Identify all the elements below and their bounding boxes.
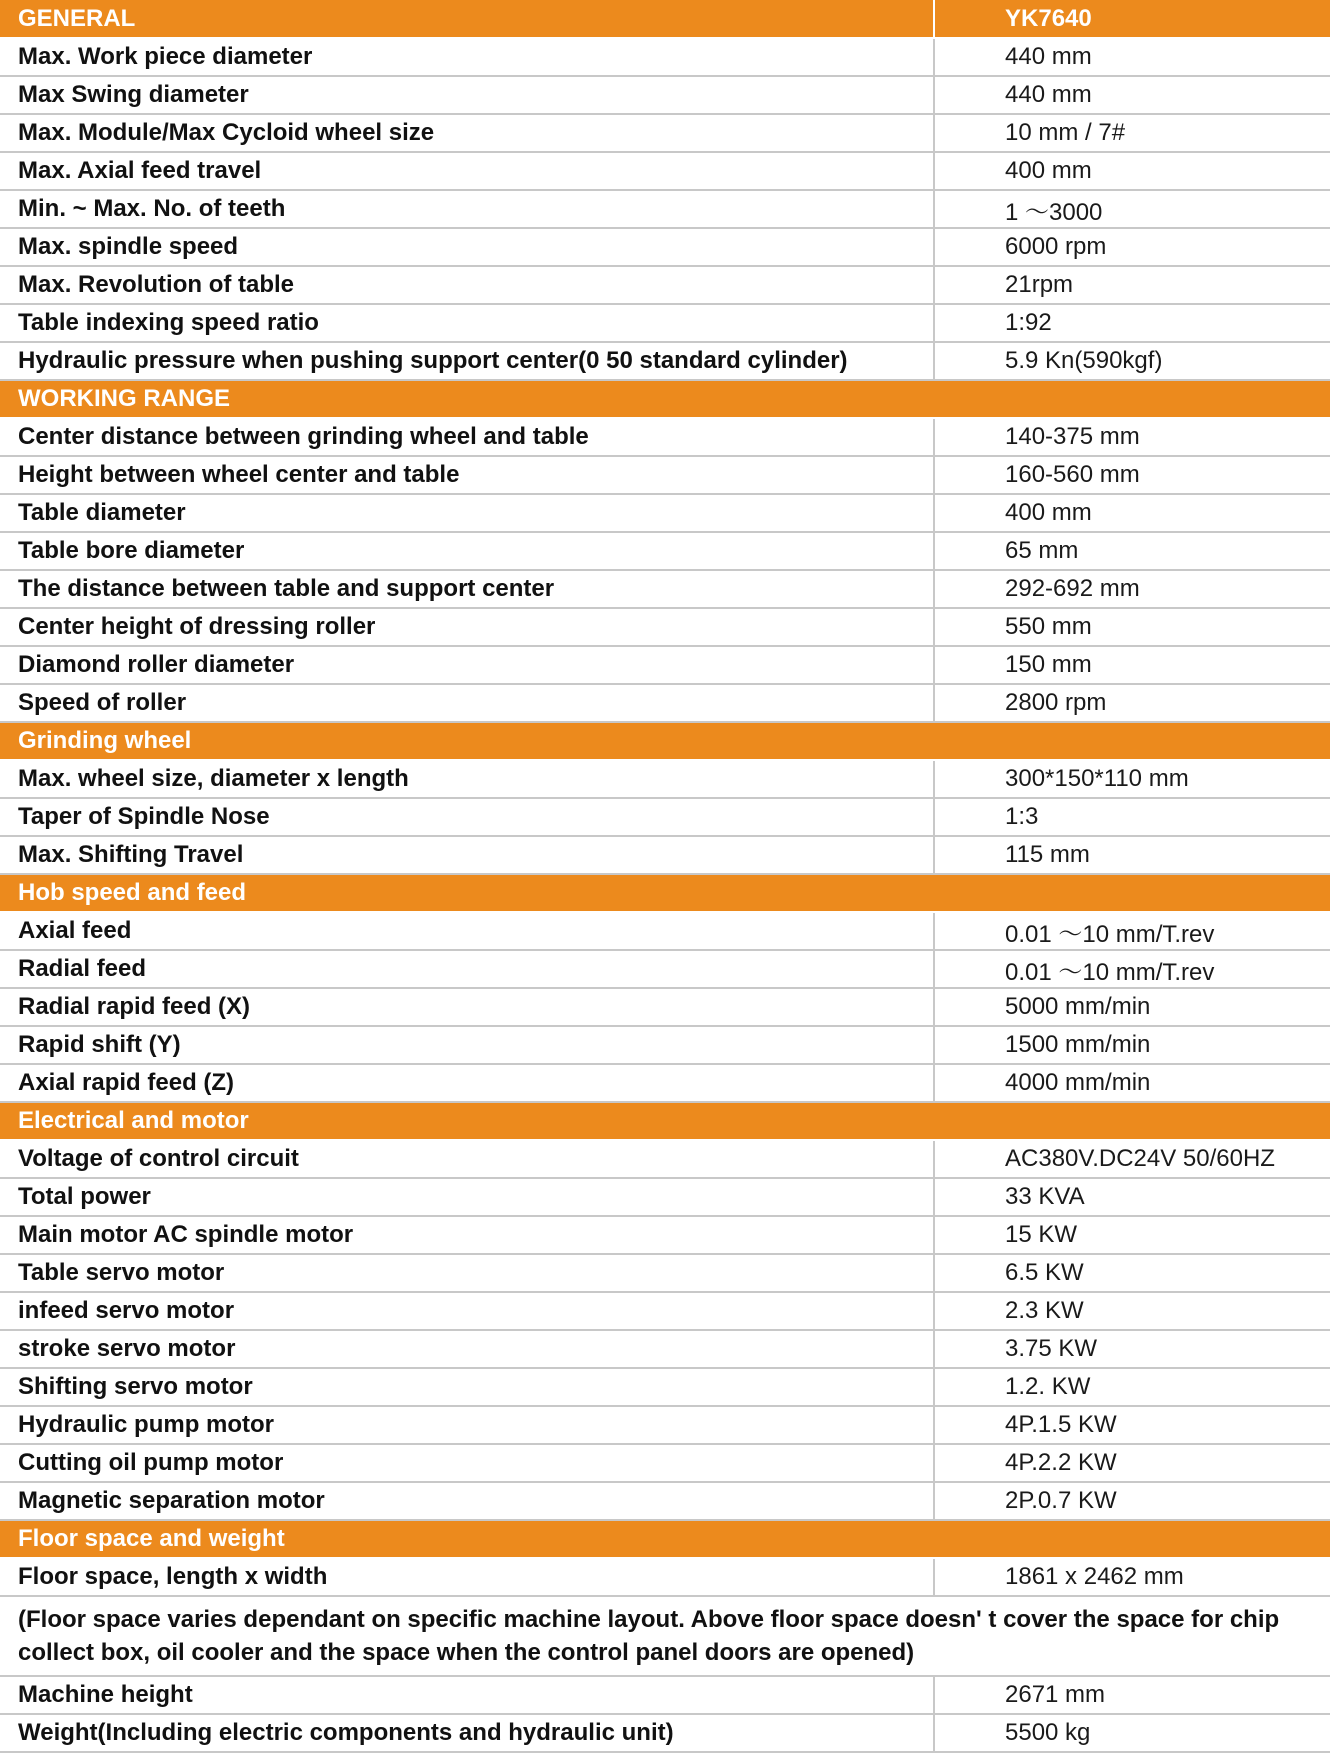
spec-value: 5000 mm/min [934, 988, 1330, 1026]
spec-label: Weight(Including electric components and hydraulic unit) [0, 1714, 934, 1752]
table-row [0, 684, 1330, 722]
spec-label: Main motor AC spindle motor [0, 1216, 934, 1254]
spec-label: Max. Module/Max Cycloid wheel size [0, 114, 934, 152]
spec-label: Hydraulic pump motor [0, 1406, 934, 1444]
section-title: Floor space and weight [0, 1520, 1330, 1558]
table-row [0, 988, 1330, 1026]
table-row [0, 912, 1330, 950]
section-floor-header [0, 1520, 1330, 1558]
spec-label: Hydraulic pressure when pushing support center(0 50 standard cylinder) [0, 342, 934, 380]
spec-value: 160-560 mm [934, 456, 1330, 494]
table-row [0, 1676, 1330, 1714]
spec-value: 4P.1.5 KW [934, 1406, 1330, 1444]
section-title: Grinding wheel [0, 722, 1330, 760]
section-grinding-wheel-header [0, 722, 1330, 760]
spec-value: 400 mm [934, 494, 1330, 532]
spec-value: 1500 mm/min [934, 1026, 1330, 1064]
spec-value: 21rpm [934, 266, 1330, 304]
spec-value: 5.9 Kn(590kgf) [934, 342, 1330, 380]
table-row [0, 1254, 1330, 1292]
spec-value: 1.2. KW [934, 1368, 1330, 1406]
table-row [0, 1140, 1330, 1178]
table-row [0, 1714, 1330, 1752]
spec-value: 2P.0.7 KW [934, 1482, 1330, 1520]
spec-label: Max. Axial feed travel [0, 152, 934, 190]
spec-label: Max. wheel size, diameter x length [0, 760, 934, 798]
spec-label: Table bore diameter [0, 532, 934, 570]
table-row [0, 152, 1330, 190]
spec-label: Max. Shifting Travel [0, 836, 934, 874]
table-row [0, 342, 1330, 380]
spec-label: Axial rapid feed (Z) [0, 1064, 934, 1102]
spec-label: Floor space, length x width [0, 1558, 934, 1596]
table-row [0, 608, 1330, 646]
spec-value: 0.01 ～10 mm/T.rev [934, 950, 1330, 988]
floor-space-note: (Floor space varies dependant on specific machine layout. Above floor space doesn' t cover the space for chip collect box, oil cooler and the space when the control panel doors are opened) [0, 1596, 1330, 1676]
spec-value: 1861 x 2462 mm [934, 1558, 1330, 1596]
section-working-range-header [0, 380, 1330, 418]
spec-label: Center distance between grinding wheel and table [0, 418, 934, 456]
table-row [0, 836, 1330, 874]
spec-value: 2671 mm [934, 1676, 1330, 1714]
table-row [0, 456, 1330, 494]
section-title: Electrical and motor [0, 1102, 1330, 1140]
table-row [0, 190, 1330, 228]
spec-value: 1:92 [934, 304, 1330, 342]
spec-label: Shifting servo motor [0, 1368, 934, 1406]
section-electrical-header [0, 1102, 1330, 1140]
table-row [0, 228, 1330, 266]
table-row [0, 1216, 1330, 1254]
table-row [0, 418, 1330, 456]
spec-label: Max. spindle speed [0, 228, 934, 266]
spec-value: 3.75 KW [934, 1330, 1330, 1368]
section-hob-speed-header [0, 874, 1330, 912]
spec-value: 1 ～3000 [934, 190, 1330, 228]
table-row [0, 114, 1330, 152]
spec-value: 140-375 mm [934, 418, 1330, 456]
spec-label: infeed servo motor [0, 1292, 934, 1330]
spec-label: stroke servo motor [0, 1330, 934, 1368]
spec-value: 292-692 mm [934, 570, 1330, 608]
spec-label: Table indexing speed ratio [0, 304, 934, 342]
table-row [0, 1444, 1330, 1482]
spec-value: 440 mm [934, 38, 1330, 76]
table-row [0, 1330, 1330, 1368]
spec-value: 10 mm / 7# [934, 114, 1330, 152]
spec-value: 4P.2.2 KW [934, 1444, 1330, 1482]
table-row [0, 266, 1330, 304]
table-row [0, 1026, 1330, 1064]
spec-value: 400 mm [934, 152, 1330, 190]
spec-label: Table servo motor [0, 1254, 934, 1292]
spec-value: 1:3 [934, 798, 1330, 836]
spec-label: Max. Work piece diameter [0, 38, 934, 76]
section-title: Hob speed and feed [0, 874, 1330, 912]
table-row [0, 304, 1330, 342]
table-row [0, 494, 1330, 532]
spec-label: The distance between table and support center [0, 570, 934, 608]
spec-label: Voltage of control circuit [0, 1140, 934, 1178]
table-row [0, 1558, 1330, 1596]
spec-value: 300*150*110 mm [934, 760, 1330, 798]
spec-value: 15 KW [934, 1216, 1330, 1254]
spec-value: 440 mm [934, 76, 1330, 114]
spec-label: Height between wheel center and table [0, 456, 934, 494]
spec-label: Max. Revolution of table [0, 266, 934, 304]
spec-label: Taper of Spindle Nose [0, 798, 934, 836]
spec-label: Center height of dressing roller [0, 608, 934, 646]
table-row [0, 1482, 1330, 1520]
floor-space-note-row [0, 1596, 1330, 1676]
spec-label: Speed of roller [0, 684, 934, 722]
spec-label: Radial rapid feed (X) [0, 988, 934, 1026]
spec-value: 2800 rpm [934, 684, 1330, 722]
spec-value: 2.3 KW [934, 1292, 1330, 1330]
spec-value: 4000 mm/min [934, 1064, 1330, 1102]
spec-value: 6.5 KW [934, 1254, 1330, 1292]
spec-label: Cutting oil pump motor [0, 1444, 934, 1482]
table-row [0, 1178, 1330, 1216]
spec-value: 5500 kg [934, 1714, 1330, 1752]
spec-value: 0.01 ～10 mm/T.rev [934, 912, 1330, 950]
spec-value: 65 mm [934, 532, 1330, 570]
spec-label: Diamond roller diameter [0, 646, 934, 684]
spec-value: 33 KVA [934, 1178, 1330, 1216]
spec-label: Radial feed [0, 950, 934, 988]
table-row [0, 798, 1330, 836]
spec-label: Axial feed [0, 912, 934, 950]
table-row [0, 76, 1330, 114]
spec-label: Table diameter [0, 494, 934, 532]
spec-label: Machine height [0, 1676, 934, 1714]
table-row [0, 38, 1330, 76]
spec-value: AC380V.DC24V 50/60HZ [934, 1140, 1330, 1178]
table-row [0, 1406, 1330, 1444]
spec-label: Min. ~ Max. No. of teeth [0, 190, 934, 228]
spec-value: 150 mm [934, 646, 1330, 684]
spec-label: Magnetic separation motor [0, 1482, 934, 1520]
spec-label: Total power [0, 1178, 934, 1216]
spec-label: Max Swing diameter [0, 76, 934, 114]
spec-value: 550 mm [934, 608, 1330, 646]
table-row [0, 570, 1330, 608]
table-row [0, 532, 1330, 570]
table-row [0, 646, 1330, 684]
spec-value: 6000 rpm [934, 228, 1330, 266]
table-row [0, 1292, 1330, 1330]
table-row [0, 760, 1330, 798]
spec-value: 115 mm [934, 836, 1330, 874]
section-title: GENERAL [0, 0, 934, 38]
section-title: WORKING RANGE [0, 380, 1330, 418]
spec-label: Rapid shift (Y) [0, 1026, 934, 1064]
table-row [0, 950, 1330, 988]
table-row [0, 1064, 1330, 1102]
section-general-header [0, 0, 1330, 38]
model-name: YK7640 [934, 0, 1330, 38]
table-row [0, 1368, 1330, 1406]
